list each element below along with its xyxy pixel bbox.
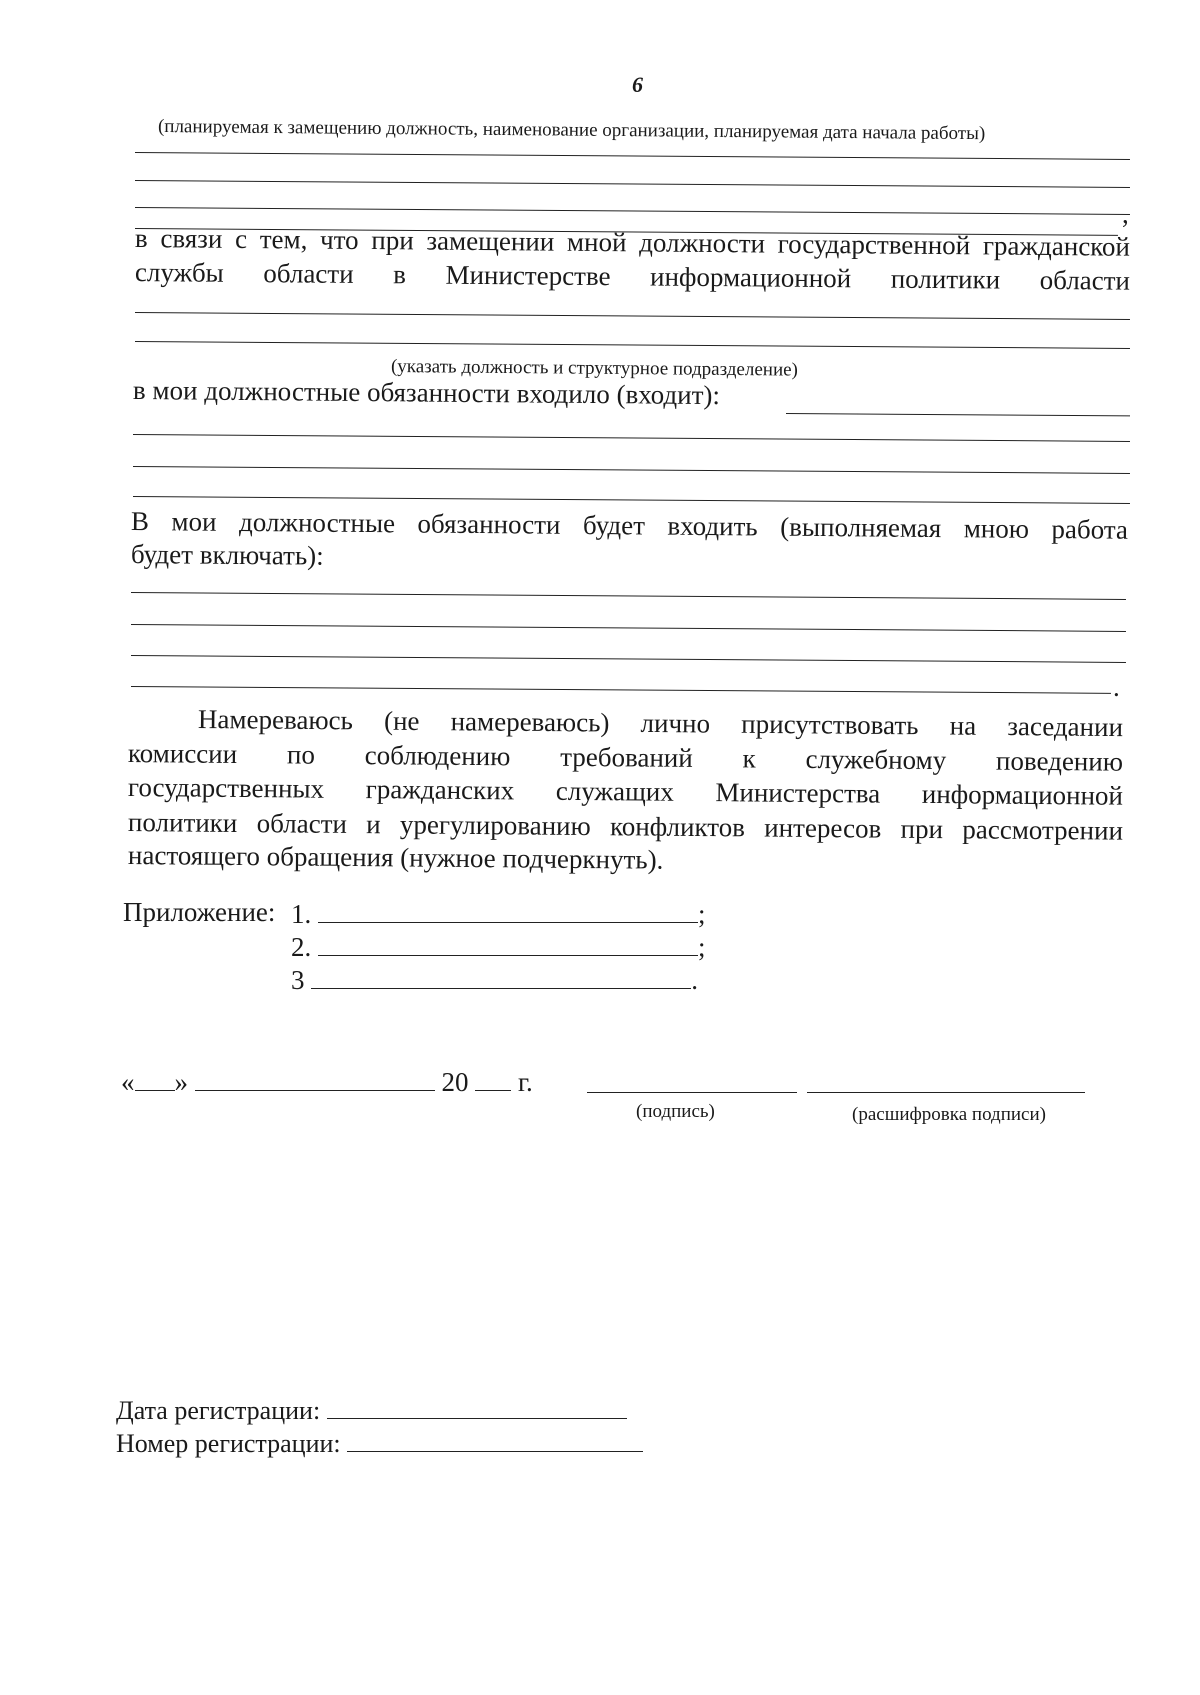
period-mark: . xyxy=(1113,672,1120,702)
blank-line xyxy=(135,312,1130,320)
attachments-label: Приложение: xyxy=(123,897,276,927)
attachment-item xyxy=(291,929,706,964)
attachment-number: 1. xyxy=(291,899,312,929)
signature-decode-blank xyxy=(807,1092,1085,1093)
duties-future-line: В мои должностные обязанности будет входить (выполняемая мною работа xyxy=(130,506,1129,545)
year-prefix: 20 xyxy=(441,1067,469,1097)
caption-planned-position: (планируемая к замещению должность, наименование организации, планируемая дата начала работы) xyxy=(157,116,986,145)
close-quote: » xyxy=(174,1067,188,1097)
blank-line xyxy=(786,413,1130,416)
signature-decode-caption: (расшифровка подписи) xyxy=(852,1104,1046,1125)
intent-line: настоящего обращения (нужное подчеркнуть). xyxy=(127,840,664,875)
registration-number xyxy=(116,1425,643,1459)
year-blank xyxy=(475,1064,511,1091)
attachment-item xyxy=(291,962,698,997)
date-line xyxy=(121,1064,533,1099)
caption-subdivision: (указать должность и структурное подразделение) xyxy=(390,356,799,381)
open-quote: « xyxy=(121,1067,135,1097)
duties-future-line: будет включать): xyxy=(130,539,324,571)
registration-date xyxy=(116,1392,627,1426)
intent-line: комиссии по соблюдению требований к служебному поведению xyxy=(127,738,1124,777)
attachment-terminator: . xyxy=(691,965,698,995)
blank-line xyxy=(131,686,1111,694)
day-blank xyxy=(135,1064,175,1091)
attachment-terminator: ; xyxy=(698,932,706,962)
paragraph-line: в связи с тем, что при замещении мной должности государственной гражданской xyxy=(134,223,1131,262)
blank-line xyxy=(135,207,1130,215)
attachment-blank xyxy=(318,896,698,923)
registration-number-blank xyxy=(347,1425,643,1452)
blank-line xyxy=(133,434,1130,442)
attachment-item xyxy=(291,896,706,931)
attachment-number: 3 xyxy=(291,965,305,995)
page-number: 6 xyxy=(632,72,643,97)
registration-number-label: Номер регистрации: xyxy=(116,1429,341,1458)
blank-line xyxy=(135,180,1130,188)
blank-line xyxy=(131,655,1126,663)
blank-line xyxy=(131,592,1126,600)
intent-line: государственных гражданских служащих Министерства информационной xyxy=(127,772,1124,811)
registration-date-label: Дата регистрации: xyxy=(116,1396,321,1425)
month-blank xyxy=(195,1064,435,1091)
attachment-blank xyxy=(318,929,698,956)
blank-line xyxy=(135,152,1130,160)
intent-line: Намереваюсь (не намереваюсь) лично присутствовать на заседании xyxy=(197,704,1124,743)
attachment-number: 2. xyxy=(291,932,312,962)
signature-blank xyxy=(587,1092,797,1093)
year-suffix: г. xyxy=(518,1067,533,1097)
registration-date-blank xyxy=(327,1392,627,1419)
intent-line: политики области и урегулированию конфликтов интересов при рассмотрении xyxy=(127,807,1124,846)
blank-line xyxy=(131,624,1126,632)
signature-caption: (подпись) xyxy=(636,1101,715,1122)
comma-mark: , xyxy=(1122,199,1129,229)
blank-line xyxy=(133,496,1130,504)
attachment-blank xyxy=(311,962,691,989)
blank-line xyxy=(133,466,1130,474)
paragraph-line: службы области в Министерстве информационной политики области xyxy=(134,257,1131,296)
blank-line xyxy=(135,341,1130,349)
duties-past-label: в мои должностные обязанности входило (входит): xyxy=(132,375,721,411)
attachment-terminator: ; xyxy=(698,899,706,929)
